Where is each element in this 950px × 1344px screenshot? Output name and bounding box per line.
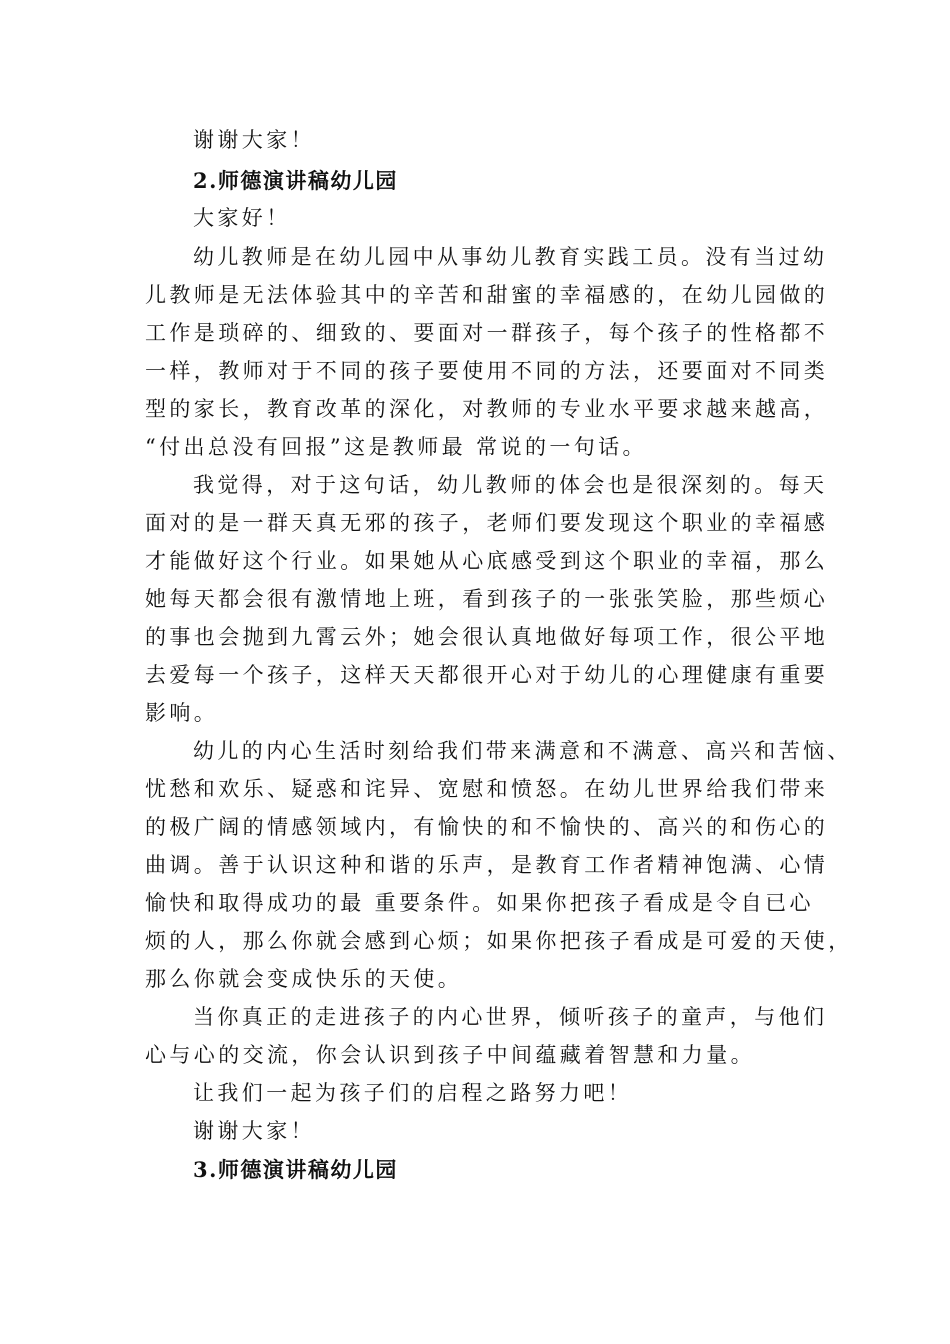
paragraph-line: 烦的人，那么你就会感到心烦；如果你把孩子看成是可爱的天使， [145, 929, 853, 953]
paragraph-line: 她每天都会很有激情地上班，看到孩子的一张张笑脸，那些烦心 [145, 587, 829, 611]
paragraph-line: 当你真正的走进孩子的内心世界，倾听孩子的童声，与他们 [193, 1005, 828, 1029]
paragraph-line: 的事也会抛到九霄云外；她会很认真地做好每项工作，很公平地 [145, 625, 829, 649]
greeting-text: 大家好！ [193, 206, 291, 230]
paragraph-line: 幼儿教师是在幼儿园中从事幼儿教育实践工员。没有当过幼 [193, 245, 828, 269]
paragraph-line: 的极广阔的情感领域内，有愉快的和不愉快的、高兴的和伤心的 [145, 815, 829, 839]
paragraph-line: 去爱每一个孩子，这样天天都很开心对于幼儿的心理健康有重要 [145, 663, 829, 687]
closing-text: 谢谢大家！ [193, 128, 315, 152]
paragraph-line: “付出总没有回报”这是教师最 常说的一句话。 [145, 435, 647, 459]
paragraph-line: 一样，教师对于不同的孩子要使用不同的方法，还要面对不同类 [145, 359, 829, 383]
section-heading: 2.师德演讲稿幼儿园 [193, 168, 398, 193]
paragraph-line: 工作是琐碎的、细致的、要面对一群孩子，每个孩子的性格都不 [145, 321, 829, 345]
section-heading: 3.师德演讲稿幼儿园 [193, 1157, 398, 1182]
paragraph-line: 让我们一起为孩子们的启程之路努力吧！ [193, 1081, 633, 1105]
paragraph-line: 才能做好这个行业。如果她从心底感受到这个职业的幸福，那么 [145, 549, 829, 573]
paragraph-line: 愉快和取得成功的最 重要条件。如果你把孩子看成是令自已心 [145, 891, 814, 915]
paragraph-line: 影响。 [145, 701, 219, 725]
paragraph-line: 面对的是一群天真无邪的孩子，老师们要发现这个职业的幸福感 [145, 511, 829, 535]
closing-text: 谢谢大家！ [193, 1119, 315, 1143]
paragraph-line: 心与心的交流，你会认识到孩子中间蕴藏着智慧和力量。 [145, 1043, 755, 1067]
paragraph-line: 那么你就会变成快乐的天使。 [145, 967, 463, 991]
paragraph-line: 我觉得，对于这句话，幼儿教师的体会也是很深刻的。每天 [193, 473, 828, 497]
paragraph-line: 儿教师是无法体验其中的辛苦和甜蜜的幸福感的，在幼儿园做的 [145, 283, 829, 307]
paragraph-line: 型的家长，教育改革的深化，对教师的专业水平要求越来越高， [145, 397, 829, 421]
paragraph-line: 幼儿的内心生活时刻给我们带来满意和不满意、高兴和苦恼、 [193, 739, 852, 763]
paragraph-line: 忧愁和欢乐、疑惑和诧异、宽慰和愤怒。在幼儿世界给我们带来 [145, 777, 829, 801]
paragraph-line: 曲调。善于认识这种和谐的乐声，是教育工作者精神饱满、心情 [145, 853, 829, 877]
